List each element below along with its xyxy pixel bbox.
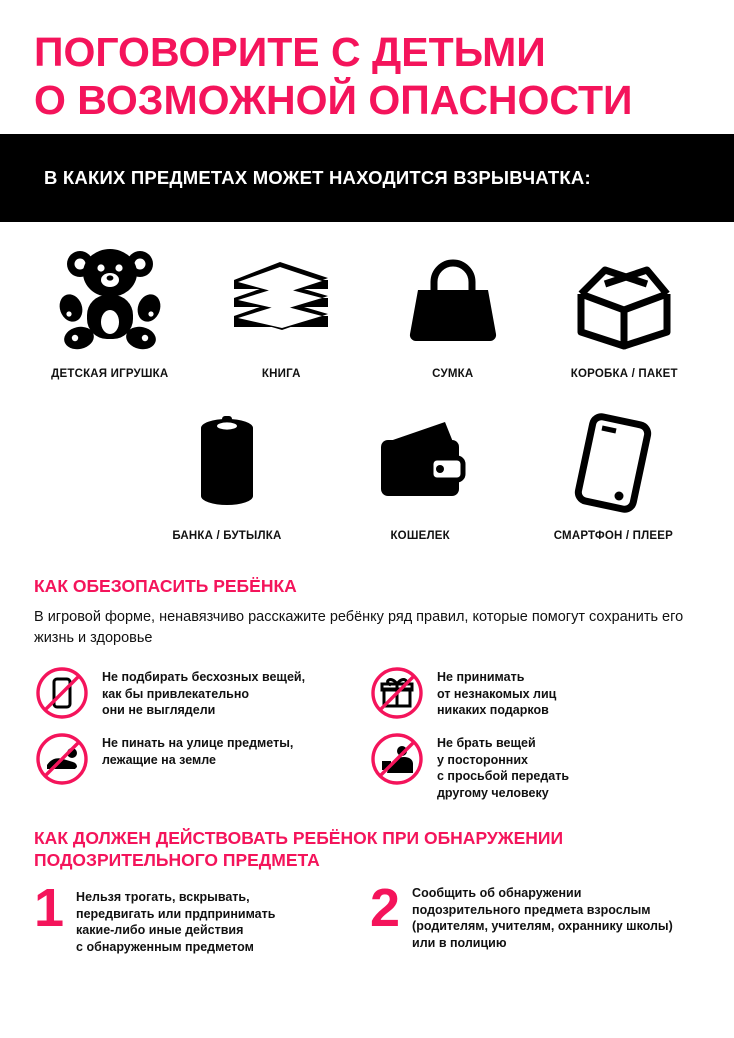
objects-row-2 bbox=[0, 380, 734, 542]
object-item bbox=[196, 240, 368, 380]
steps-row bbox=[0, 871, 734, 955]
rule-line: Не принимать bbox=[437, 670, 525, 684]
step-line: какие-либо иные действия bbox=[76, 923, 244, 937]
rule-text bbox=[102, 731, 293, 768]
no-kick-icon bbox=[34, 731, 90, 787]
step-line: с обнаруженным предметом bbox=[76, 939, 254, 954]
rule-line: как бы привлекательно bbox=[102, 686, 250, 701]
object-label: СМАРТФОН / ПЛЕЕР bbox=[553, 530, 674, 542]
can-bottle-icon bbox=[172, 402, 282, 518]
step-text bbox=[76, 883, 275, 955]
step-line: (родителям, учителям, охраннику школы) bbox=[412, 919, 673, 933]
rule-line: Не брать вещей bbox=[437, 736, 536, 750]
no-phone-icon bbox=[34, 665, 90, 721]
step-text bbox=[412, 883, 673, 951]
safety-intro: В игровой форме, ненавязчиво расскажите ребёнку ряд правил, которые помогут сохранить его жизнь и здоровье bbox=[34, 609, 684, 646]
object-item bbox=[517, 402, 710, 542]
rule-item bbox=[34, 731, 369, 801]
rule-item bbox=[369, 731, 704, 801]
rule-text bbox=[437, 665, 556, 719]
object-item bbox=[24, 240, 196, 380]
rule-text bbox=[437, 731, 569, 801]
object-item bbox=[324, 402, 517, 542]
object-label: КНИГА bbox=[261, 368, 301, 380]
step-number: 2 bbox=[370, 878, 401, 938]
books-icon bbox=[222, 240, 340, 356]
row2-left-spacer bbox=[24, 402, 130, 542]
step-line: подозрительного предмета взрослым bbox=[412, 902, 651, 917]
actions-heading-line-2: ПОДОЗРИТЕЛЬНОГО ПРЕДМЕТА bbox=[34, 850, 320, 870]
rule-line: никаких подарков bbox=[437, 703, 549, 717]
title-line-1: ПОГОВОРИТЕ С ДЕТЬМИ bbox=[34, 29, 546, 75]
rule-line: Не подбирать бесхозных вещей, bbox=[102, 670, 306, 684]
band-text: В КАКИХ ПРЕДМЕТАХ МОЖЕТ НАХОДИТСЯ ВЗРЫВЧАТКА: bbox=[44, 167, 591, 188]
rule-item bbox=[34, 665, 369, 721]
rule-line: у посторонних bbox=[437, 752, 528, 767]
rule-line: Не пинать на улице предметы, bbox=[102, 736, 294, 750]
object-label: ДЕТСКАЯ ИГРУШКА bbox=[51, 368, 169, 380]
rule-line: другому человеку bbox=[437, 785, 549, 800]
smartphone-icon bbox=[554, 402, 672, 518]
actions-heading bbox=[0, 827, 734, 871]
wallet-icon bbox=[361, 402, 479, 518]
rules-grid bbox=[0, 649, 734, 811]
handbag-icon bbox=[394, 240, 512, 356]
page-title bbox=[0, 0, 734, 134]
object-label: БАНКА / БУТЫЛКА bbox=[172, 530, 282, 542]
safety-heading: КАК ОБЕЗОПАСИТЬ РЕБЁНКА bbox=[34, 576, 297, 596]
object-label: СУМКА bbox=[432, 368, 474, 380]
rule-line: от незнакомых лиц bbox=[437, 686, 557, 701]
no-gift-icon bbox=[369, 665, 425, 721]
step-item bbox=[370, 878, 706, 955]
actions-heading-line-1: КАК ДОЛЖЕН ДЕЙСТВОВАТЬ РЕБЁНОК ПРИ ОБНАРУЖЕНИИ bbox=[34, 828, 564, 848]
rule-item bbox=[369, 665, 704, 721]
rule-line: они не выглядели bbox=[102, 703, 216, 717]
open-box-icon bbox=[561, 240, 687, 356]
step-line: Сообщить об обнаружении bbox=[412, 886, 582, 900]
teddy-bear-icon bbox=[51, 240, 169, 356]
rule-line: с просьбой передать bbox=[437, 769, 570, 783]
step-line: или в полицию bbox=[412, 935, 507, 950]
object-item bbox=[539, 240, 711, 380]
title-line-2: О ВОЗМОЖНОЙ ОПАСНОСТИ bbox=[34, 77, 633, 123]
step-line: Нельзя трогать, вскрывать, bbox=[76, 890, 250, 904]
rule-text bbox=[102, 665, 305, 719]
no-stranger-parcel-icon bbox=[369, 731, 425, 787]
object-item bbox=[367, 240, 539, 380]
step-item bbox=[34, 878, 370, 955]
step-number: 1 bbox=[34, 878, 65, 938]
rule-line: лежащие на земле bbox=[102, 752, 216, 767]
objects-row-1 bbox=[0, 222, 734, 380]
object-label: КОШЕЛЕК bbox=[390, 530, 450, 542]
section-band bbox=[0, 134, 734, 222]
object-item bbox=[130, 402, 323, 542]
object-label: КОРОБКА / ПАКЕТ bbox=[570, 368, 678, 380]
step-line: передвигать или прдпринимать bbox=[76, 906, 276, 921]
